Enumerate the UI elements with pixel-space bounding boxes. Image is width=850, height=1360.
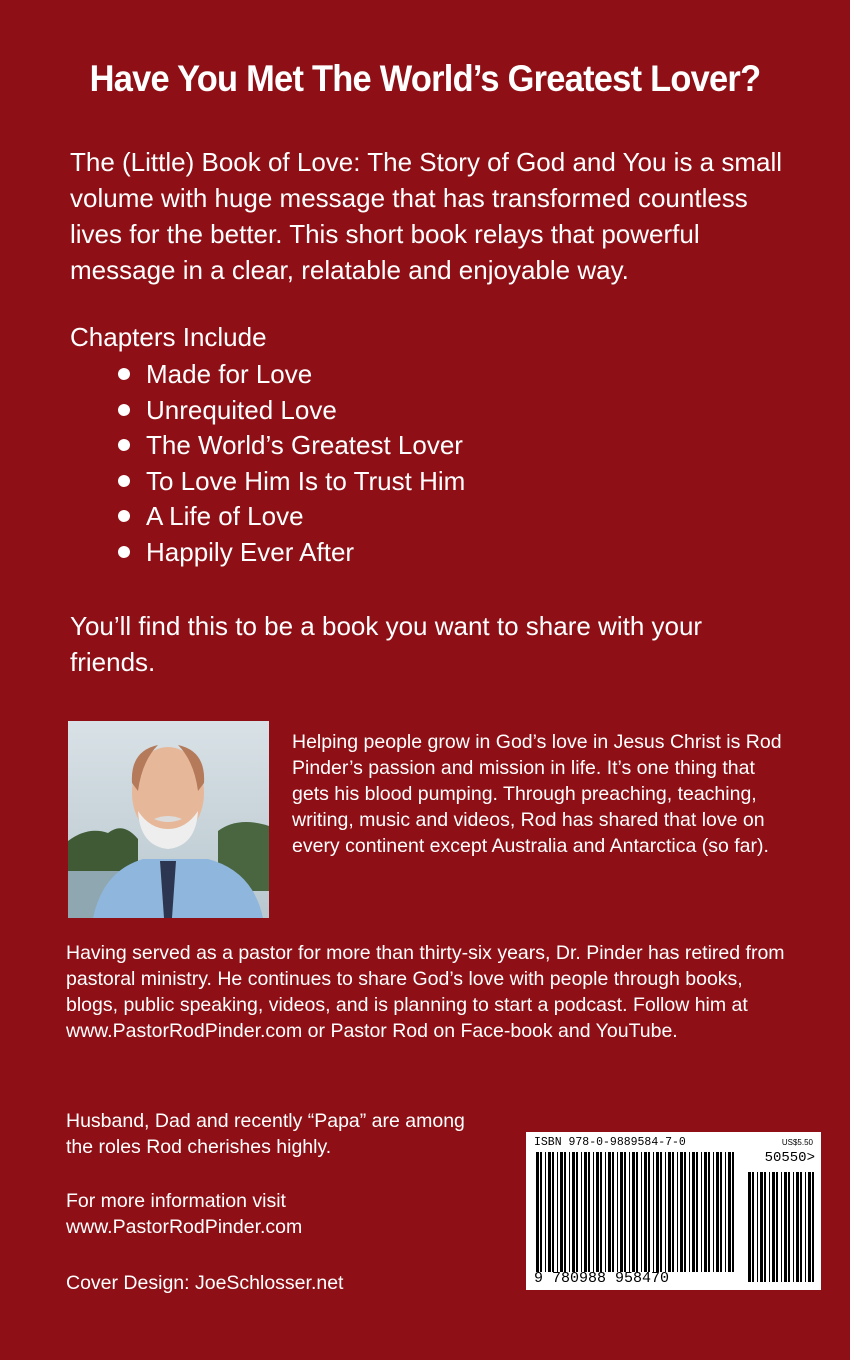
intro-paragraph: The (Little) Book of Love: The Story of God and You is a small volume with huge message that has transformed countless lives for the better. This short book relays that powerful message in a clear, relatable and enjoyable way. xyxy=(70,147,783,285)
headline: Have You Met The World’s Greatest Lover? xyxy=(89,58,761,99)
chapter-title: Made for Love xyxy=(146,359,313,389)
chapter-item xyxy=(112,356,465,392)
bullet-icon xyxy=(118,510,130,522)
chapter-item xyxy=(112,534,465,570)
author-bio-first: Helping people grow in God’s love in Jesus Christ is Rod Pinder’s passion and mission in life. It’s one thing that gets his blood pumping. Through preaching, teaching, writing, music and videos, Rod has shared that love on every continent except Australia and Antarctica (so far). xyxy=(292,731,782,857)
chapter-title: The World’s Greatest Lover xyxy=(146,430,463,461)
chapter-title: Happily Ever After xyxy=(146,536,355,567)
bullet-icon xyxy=(118,546,130,558)
chapter-item xyxy=(112,498,465,534)
author-portrait-image xyxy=(68,721,269,918)
more-info xyxy=(66,1188,466,1240)
price-label: US$5.50 xyxy=(781,1138,813,1147)
bullet-icon xyxy=(118,439,130,451)
chapter-item xyxy=(112,427,465,463)
addon-code: 50550> xyxy=(764,1150,815,1166)
bullet-icon xyxy=(118,475,130,487)
more-info-url: www.PastorRodPinder.com xyxy=(66,1216,303,1238)
cover-design-credit: Cover Design: JoeSchlosser.net xyxy=(66,1272,344,1294)
chapter-title: A Life of Love xyxy=(146,501,304,532)
chapter-title: To Love Him Is to Trust Him xyxy=(146,465,466,496)
more-info-label: For more information visit xyxy=(66,1190,286,1212)
isbn-barcode xyxy=(526,1132,821,1290)
chapter-list xyxy=(112,356,465,570)
bullet-icon xyxy=(118,404,130,416)
author-photo xyxy=(68,721,269,918)
isbn-label: ISBN 978-0-9889584-7-0 xyxy=(534,1136,686,1149)
chapters-heading: Chapters Include xyxy=(70,322,267,352)
author-bio-second: Having served as a pastor for more than thirty-six years, Dr. Pinder has retired from pastoral ministry. He continues to share God’s love with people through books, blogs, public speaking, videos, and is planning to start a podcast. Follow him at www.PastorRodPinder.com or Pastor Rod on Face-book and YouTube. xyxy=(66,942,785,1042)
bullet-icon xyxy=(118,368,130,380)
chapter-item xyxy=(112,463,465,499)
chapter-title: Unrequited Love xyxy=(146,394,337,425)
chapter-item xyxy=(112,392,465,428)
ean-digits: 9 780988 958470 xyxy=(534,1270,670,1287)
author-roles: Husband, Dad and recently “Papa” are among the roles Rod cherishes highly. xyxy=(66,1110,465,1158)
share-line: You’ll find this to be a book you want to share with your friends. xyxy=(70,611,703,677)
